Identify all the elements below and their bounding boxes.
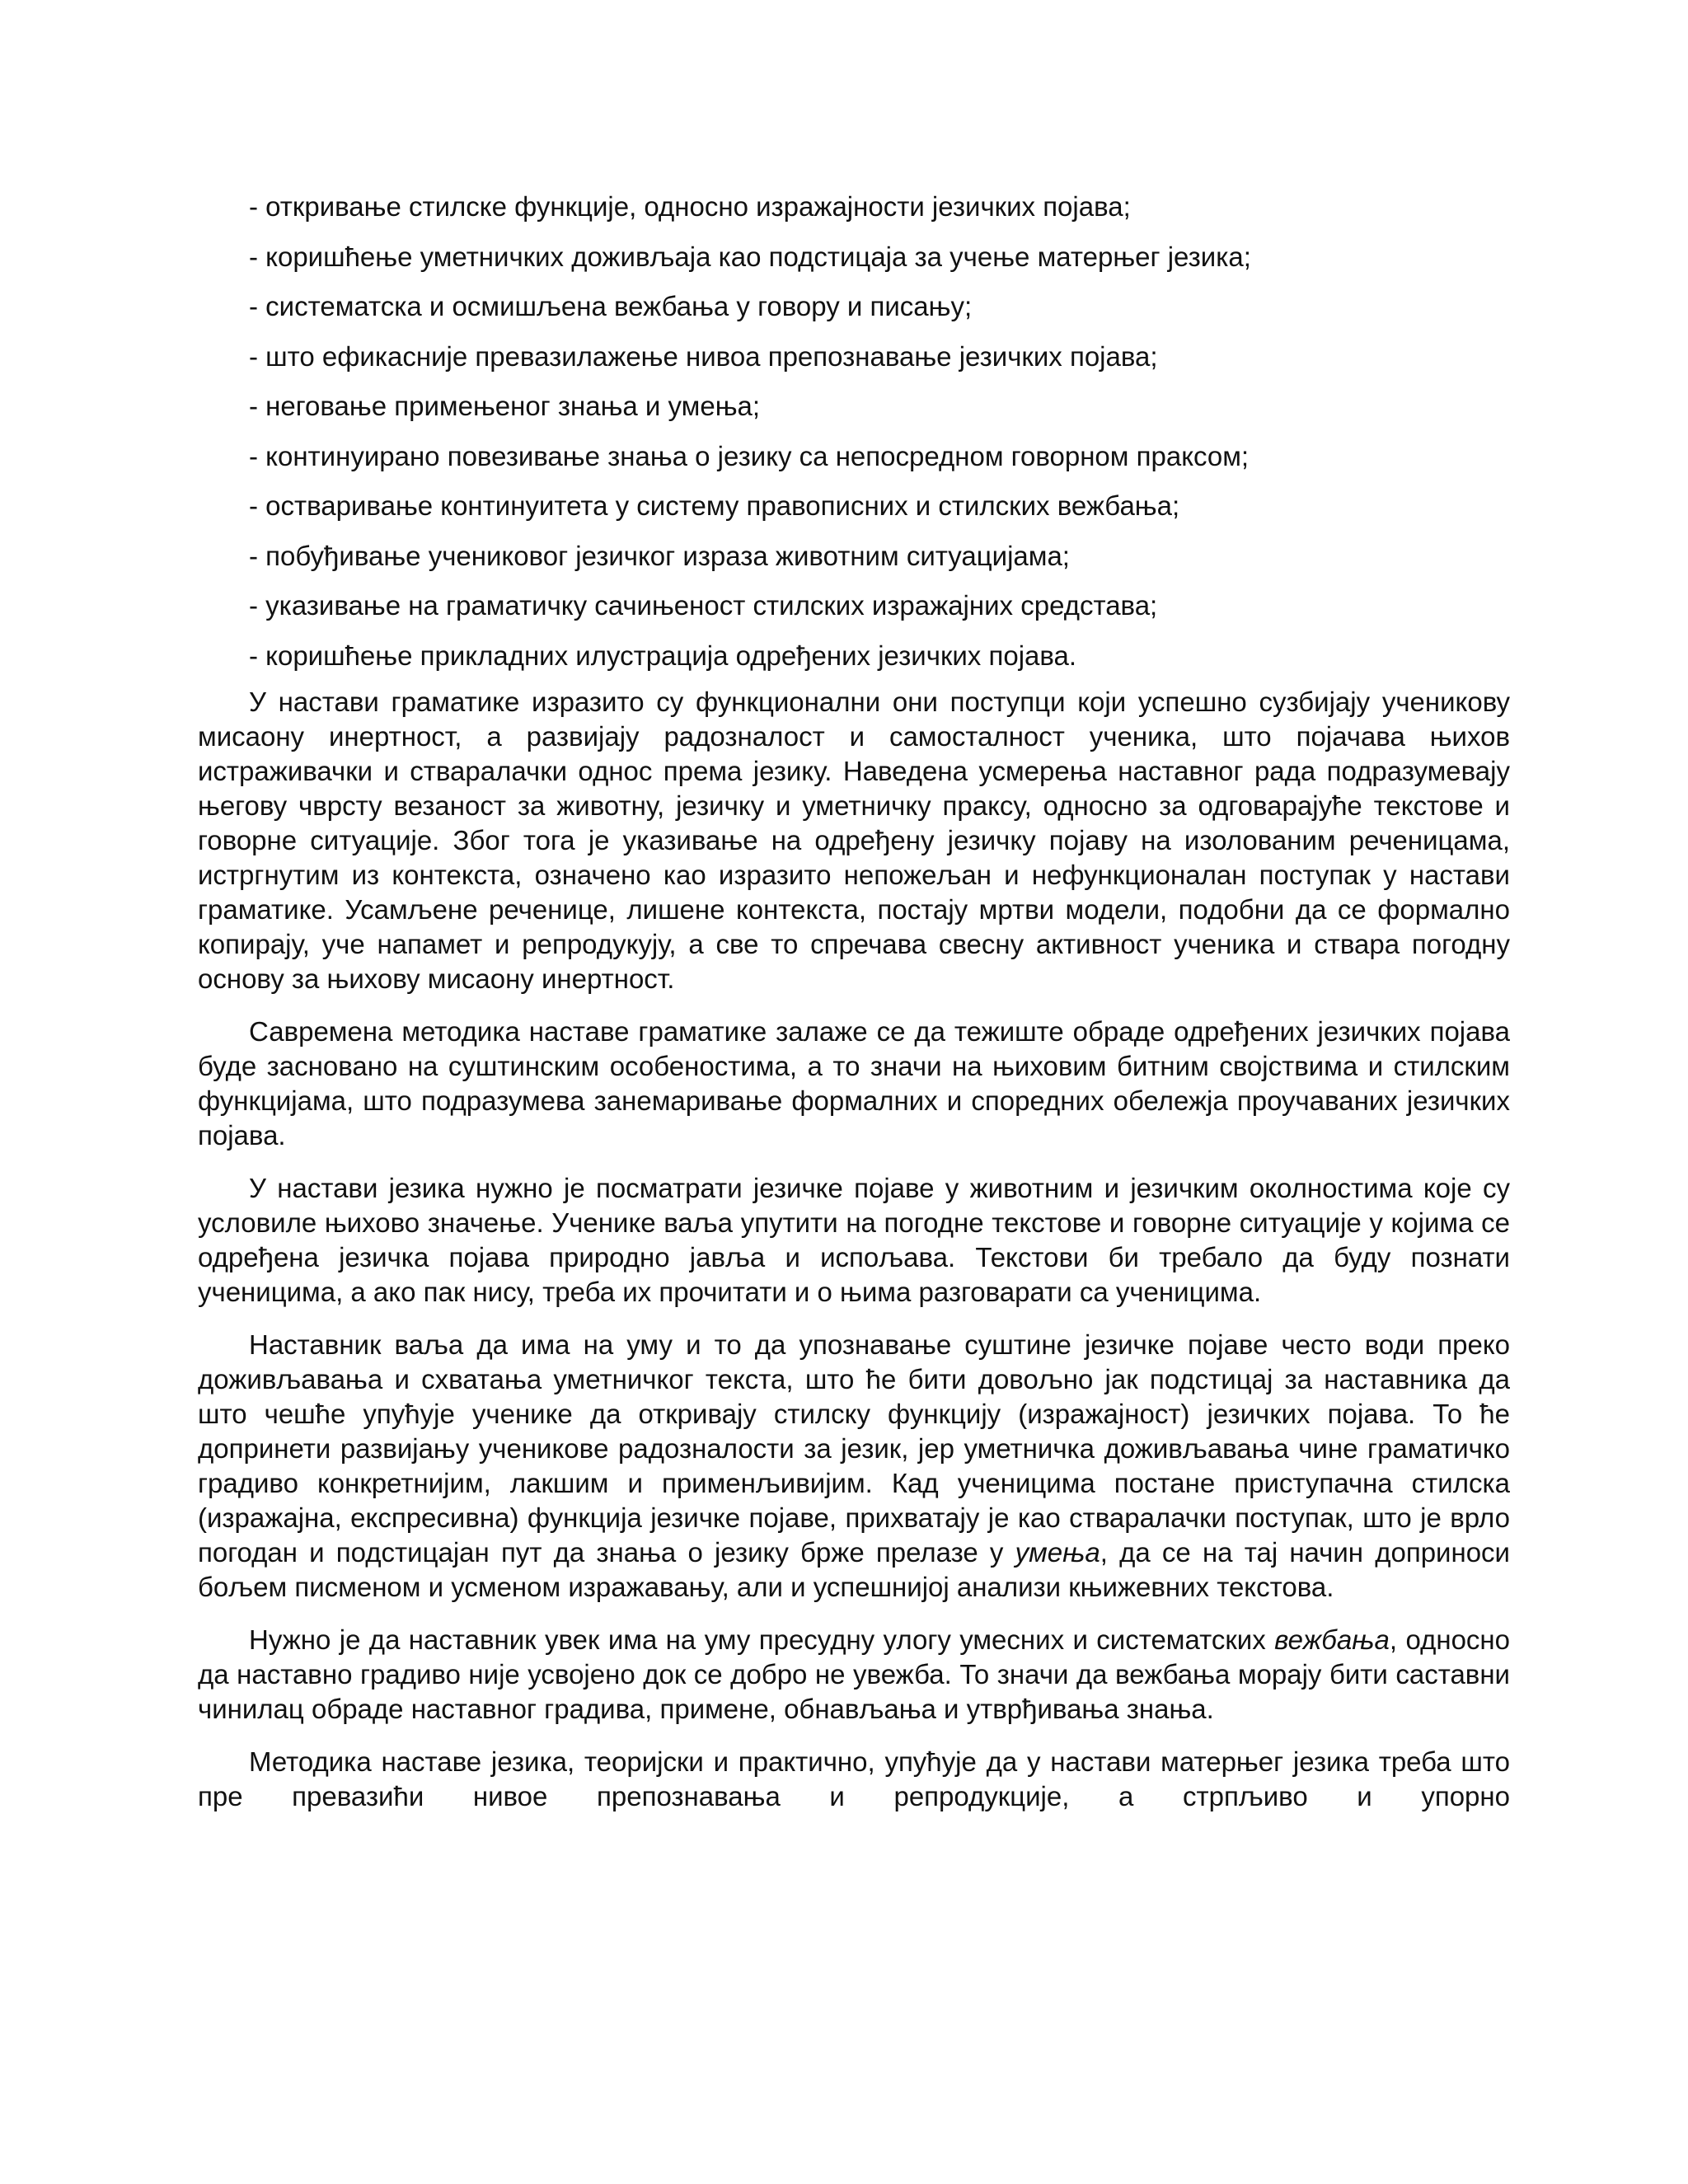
paragraph-methodology-continued: Методика наставе језика, теоријски и практично, упућује да у настави матерњег језика треба што пре превазићи нивое препознавања и репродукције, а стрпљиво и упорно [198,1746,1510,1811]
list-item: - коришћење уметничких доживљаја као подстицаја за учење матерњег језика; [249,241,1251,272]
paragraph-exercises [198,1623,1510,1727]
paragraph-text: Наставник ваља да има на уму и то да упознавање суштине језичке појаве често води преко доживљавања и схватања уметничког текста, што ће бити довољно јак подстицај за наставника да што чешће упућује ученике да откривају стилску функцију (изражајност) језичких појава. То ће допринети развијању учениковe радозналости за језик, јер уметничка доживљавања чине граматичко градиво конкретнијим, лакшим и применљивијим. Кад ученицима постане приступачна стилска (изражајна, експресивна) функција језичке појаве, прихватају је као стваралачки поступак, што је врло погодан и подстицајан пут да знања о језику брже прелазе у [198,1329,1510,1568]
list-item: - откривање стилске функције, односно изражајности језичких појава; [249,191,1131,222]
list-item: - указивање на граматичку сачињеност стилских изражајних средстава; [249,590,1158,621]
list-item: - побуђивање учениковог језичког израза животним ситуацијама; [249,540,1070,571]
emphasis-text: умења [1015,1536,1100,1568]
list-item: - неговање примењеног знања и умења; [249,391,761,421]
goals-list [198,190,1510,673]
list-item: - континуирано повезивање знања о језику са непосредном говорном праксом; [249,440,1250,471]
emphasis-text: вежбања [1274,1624,1390,1655]
list-item: - коришћење прикладних илустрација одређених језичких појава. [249,640,1077,671]
paragraph-grammar-procedures: У настави граматике изразито су функционални они поступци који успешно сузбијају ученикову мисаону инертност, а развијају радозналост и самосталност ученика, што појачава њихов истраживачки и стваралачки однос према језику. Наведена усмерења наставног рада подразумевају његову чврсту везаност за животну, језичку и уметничку праксу, односно за одговарајуће текстове и говорне ситуације. Због тога је указивање на одређену језичку појаву на изолованим реченицама, истргнутим из контекста, означено као изразито непожељан и нефункционалан поступак у настави граматике. Усамљене реченице, лишене контекста, постају мртви модели, подобни да се формално копирају, уче напамет и репродукују, а све то спречава свесну активност ученика и ствара погодну основу за њихову мисаону инертност. [198,686,1510,994]
document-page [198,190,1510,1832]
list-item: - што ефикасније превазилажење нивоа препознавање језичких појава; [249,340,1158,372]
list-item: - остваривање континуитета у систему правописних и стилских вежбања; [249,490,1180,521]
paragraph-modern-methodology: Савремена методика наставе граматике залаже се да тежиште обраде одређених језичких појава буде засновано на суштинским особеностима, а то значи на њиховим битним својствима и стилским функцијама, што подразумева занемаривање формалних и споредних обележја проучаваних језичких појава. [198,1015,1510,1151]
list-item: - систематска и осмишљена вежбања у говору и писању; [249,291,973,321]
paragraph-language-context: У настави језика нужно је посматрати језичке појаве у животним и језичким околностима које су условиле њихово значење. Ученике ваља упутити на погодне текстове и говорне ситуације у којима се одређена језичка појава природно јавља и испољава. Текстови би требало да буду познати ученицима, а ако пак нису, треба их прочитати и о њима разговарати са ученицима. [198,1172,1510,1307]
paragraph-text: , да се на тај начин доприноси бољем писменом и усменом изражавању, али и успешнијој анализи књижевних текстова. [198,1536,1510,1602]
paragraph-text: Нужно је да наставник увек има на уму пресудну улогу умесних и систематских [249,1624,1275,1655]
paragraph-text: , односно да наставно градиво није усвојено док се добро не увежба. То значи да вежбања морају бити саставни чинилац обраде наставног градива, примене, обнављања и утврђивања знања. [198,1624,1510,1724]
paragraph-artistic-text [198,1328,1510,1605]
